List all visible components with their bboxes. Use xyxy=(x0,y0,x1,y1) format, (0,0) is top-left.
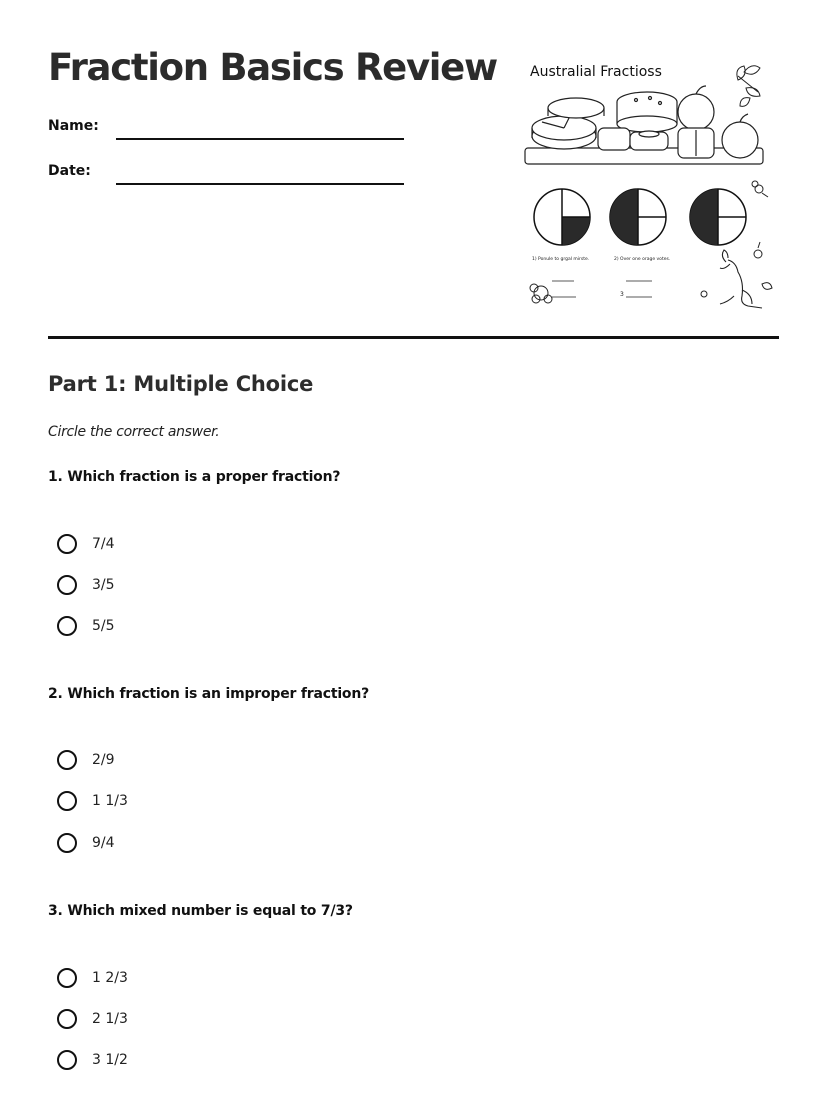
option-label: 7/4 xyxy=(92,536,115,552)
question-3: 3. Which mixed number is equal to 7/3? xyxy=(48,903,353,919)
question-1: 1. Which fraction is a proper fraction? xyxy=(48,469,341,485)
q3-option-c[interactable] xyxy=(57,1047,128,1073)
kangaroo-icon xyxy=(720,250,762,308)
worksheet-title: Fraction Basics Review xyxy=(48,46,497,89)
radio-circle-icon[interactable] xyxy=(57,575,77,595)
fraction-circle-half-2-icon xyxy=(690,189,746,245)
caption-1: 1) Ponule to grgal mirste. xyxy=(532,257,590,262)
q2-option-b[interactable] xyxy=(57,788,128,814)
option-label: 2/9 xyxy=(92,752,115,768)
q1-option-c[interactable] xyxy=(57,613,115,639)
date-line[interactable] xyxy=(116,183,404,185)
radio-circle-icon[interactable] xyxy=(57,833,77,853)
question-2: 2. Which fraction is an improper fraction? xyxy=(48,686,370,702)
option-label: 9/4 xyxy=(92,835,115,851)
q2-option-a[interactable] xyxy=(57,747,115,773)
caption-2: 2) Over one orage votes. xyxy=(614,257,671,262)
q3-option-b[interactable] xyxy=(57,1006,128,1032)
option-label: 2 1/3 xyxy=(92,1011,128,1027)
q2-option-c[interactable] xyxy=(57,830,115,856)
q1-option-a[interactable] xyxy=(57,531,115,557)
radio-circle-icon[interactable] xyxy=(57,1050,77,1070)
answer-blanks xyxy=(552,281,652,297)
section-divider xyxy=(48,336,779,339)
radio-circle-icon[interactable] xyxy=(57,750,77,770)
food-tray-icon xyxy=(525,86,763,164)
radio-circle-icon[interactable] xyxy=(57,968,77,988)
part1-instructions: Circle the correct answer. xyxy=(48,424,220,440)
q1-option-b[interactable] xyxy=(57,572,115,598)
fraction-circle-half-icon xyxy=(610,189,666,245)
date-label: Date: xyxy=(48,163,91,179)
part1-title: Part 1: Multiple Choice xyxy=(48,372,314,396)
fraction-illustration xyxy=(512,50,774,316)
blank-number: 3 xyxy=(620,291,624,298)
leaf-cluster-icon xyxy=(737,66,760,107)
option-label: 3 1/2 xyxy=(92,1052,128,1068)
radio-circle-icon[interactable] xyxy=(57,534,77,554)
option-label: 1 2/3 xyxy=(92,970,128,986)
illustration-svg xyxy=(512,50,774,316)
option-label: 1 1/3 xyxy=(92,793,128,809)
name-label: Name: xyxy=(48,118,99,134)
radio-circle-icon[interactable] xyxy=(57,1009,77,1029)
option-label: 5/5 xyxy=(92,618,115,634)
name-line[interactable] xyxy=(116,138,404,140)
fraction-circle-quarter-icon xyxy=(534,189,590,245)
q3-option-a[interactable] xyxy=(57,965,128,991)
radio-circle-icon[interactable] xyxy=(57,616,77,636)
illustration-heading: Australial Fractioss xyxy=(530,64,662,80)
option-label: 3/5 xyxy=(92,577,115,593)
radio-circle-icon[interactable] xyxy=(57,791,77,811)
